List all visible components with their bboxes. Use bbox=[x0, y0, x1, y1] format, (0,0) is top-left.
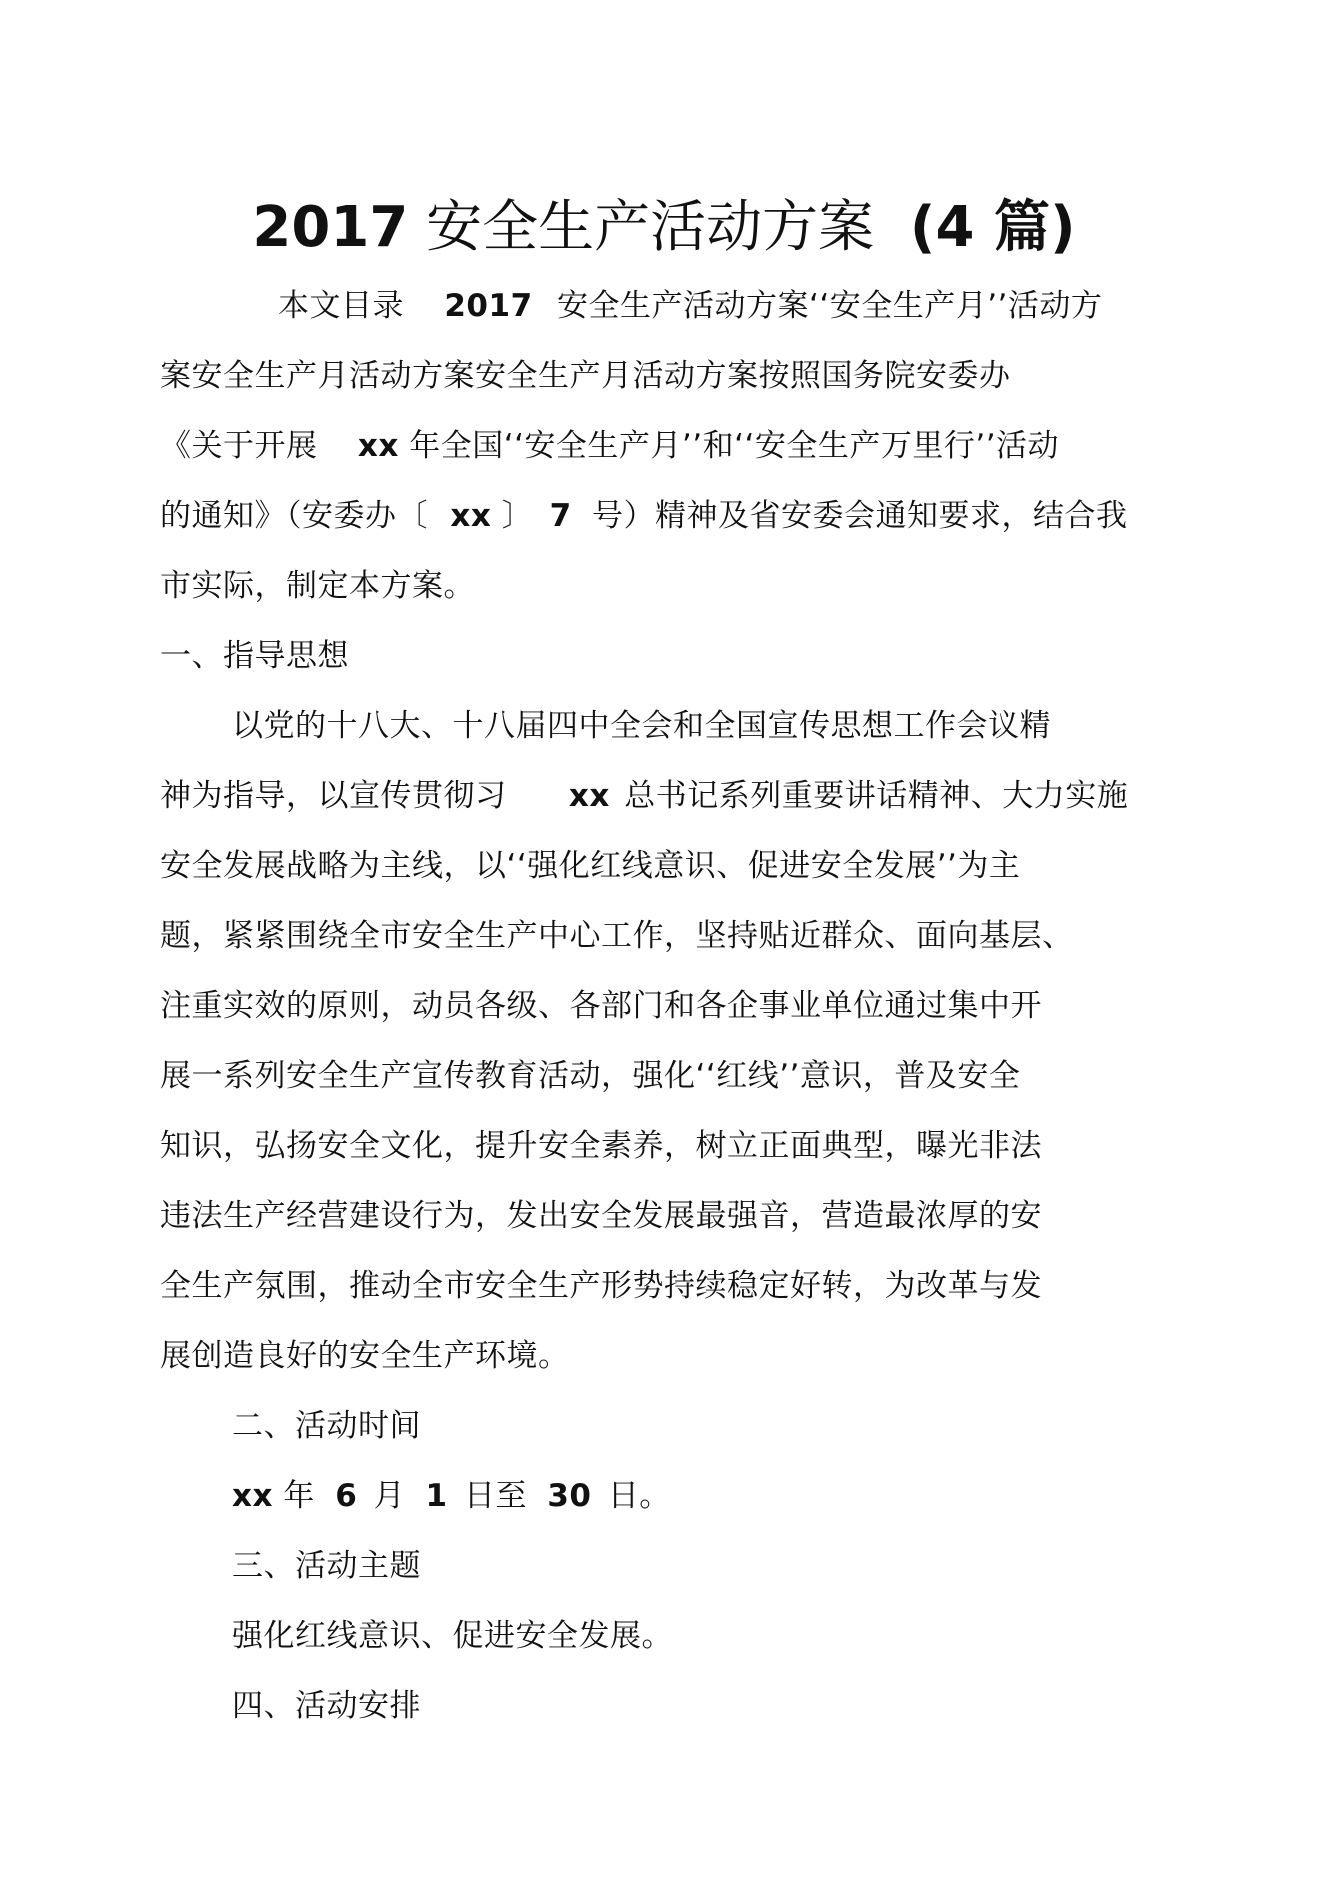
intro-text: 《关于开展 bbox=[160, 428, 318, 464]
section1-line-3: 安全发展战略为主线，以‘‘强化红线意识、促进安全发展’’为主 bbox=[160, 848, 1021, 884]
intro-xx: xx bbox=[450, 498, 492, 534]
section1-line-4: 题，紧紧围绕全市安全生产中心工作，坚持贴近群众、面向基层、 bbox=[160, 918, 1074, 954]
intro-text: 〕 bbox=[501, 498, 534, 534]
toc-year: 2017 bbox=[444, 288, 533, 324]
intro-line-5: 市实际，制定本方案。 bbox=[160, 568, 475, 604]
section1-xx: xx bbox=[568, 778, 610, 814]
title-text: 安全生产活动方案 bbox=[426, 195, 875, 260]
section1-line-1: 以党的十八大、十八届四中全会和全国宣传思想工作会议精 bbox=[232, 708, 1051, 744]
intro-line-2: 案安全生产月活动方案安全生产月活动方案按照国务院安委办 bbox=[160, 358, 1011, 394]
title-year: 2017 bbox=[252, 195, 409, 260]
activity-theme-text: 强化红线意识、促进安全发展。 bbox=[232, 1618, 673, 1654]
intro-line-3 bbox=[160, 426, 1059, 466]
section1-text: 总书记系列重要讲话精神、大力实施 bbox=[624, 778, 1129, 814]
section1-line-9: 全生产氛围，推动全市安全生产形势持续稳定好转，为改革与发 bbox=[160, 1268, 1042, 1304]
intro-line-1 bbox=[278, 286, 1102, 326]
activity-date bbox=[232, 1476, 671, 1516]
section1-line-7: 知识，弘扬安全文化，提升安全素养，树立正面典型，曝光非法 bbox=[160, 1128, 1042, 1164]
date-text: 日至 bbox=[463, 1478, 527, 1514]
toc-label: 本文目录 bbox=[278, 288, 404, 324]
section1-line-6: 展一系列安全生产宣传教育活动，强化‘‘红线’’意识，普及安全 bbox=[160, 1058, 1021, 1094]
toc-text: 安全生产活动方案‘‘安全生产月’’活动方 bbox=[557, 288, 1103, 324]
section-heading-guiding-ideology: 一、指导思想 bbox=[160, 638, 349, 674]
section1-line-10: 展创造良好的安全生产环境。 bbox=[160, 1338, 570, 1374]
date-text: 月 bbox=[373, 1478, 406, 1514]
intro-text: 的通知》（安委办〔 bbox=[160, 498, 428, 534]
date-month: 6 bbox=[335, 1478, 358, 1514]
intro-text: 号）精神及省安委会通知要求，结合我 bbox=[592, 498, 1128, 534]
date-year: xx bbox=[232, 1478, 273, 1514]
intro-xx: xx bbox=[357, 428, 399, 464]
date-text: 年 bbox=[283, 1478, 315, 1514]
intro-number: 7 bbox=[549, 498, 572, 534]
section-heading-activity-theme: 三、活动主题 bbox=[232, 1548, 421, 1584]
intro-text: 年全国‘‘安全生产月’’和‘‘安全生产万里行’’活动 bbox=[409, 428, 1060, 464]
section1-line-2 bbox=[160, 776, 1128, 816]
section1-line-8: 违法生产经营建设行为，发出安全发展最强音，营造最浓厚的安 bbox=[160, 1198, 1042, 1234]
intro-line-4 bbox=[160, 496, 1128, 536]
section-heading-activity-arrangement: 四、活动安排 bbox=[232, 1688, 421, 1724]
section1-line-5: 注重实效的原则，动员各级、各部门和各企事业单位通过集中开 bbox=[160, 988, 1042, 1024]
section-heading-activity-time: 二、活动时间 bbox=[232, 1408, 421, 1444]
document-title bbox=[0, 192, 1328, 264]
section1-text: 神为指导，以宣传贯彻习 bbox=[160, 778, 507, 814]
date-end-day: 30 bbox=[547, 1478, 592, 1514]
title-count: (4 篇) bbox=[909, 195, 1076, 260]
date-text: 日。 bbox=[607, 1478, 671, 1514]
date-day: 1 bbox=[425, 1478, 448, 1514]
